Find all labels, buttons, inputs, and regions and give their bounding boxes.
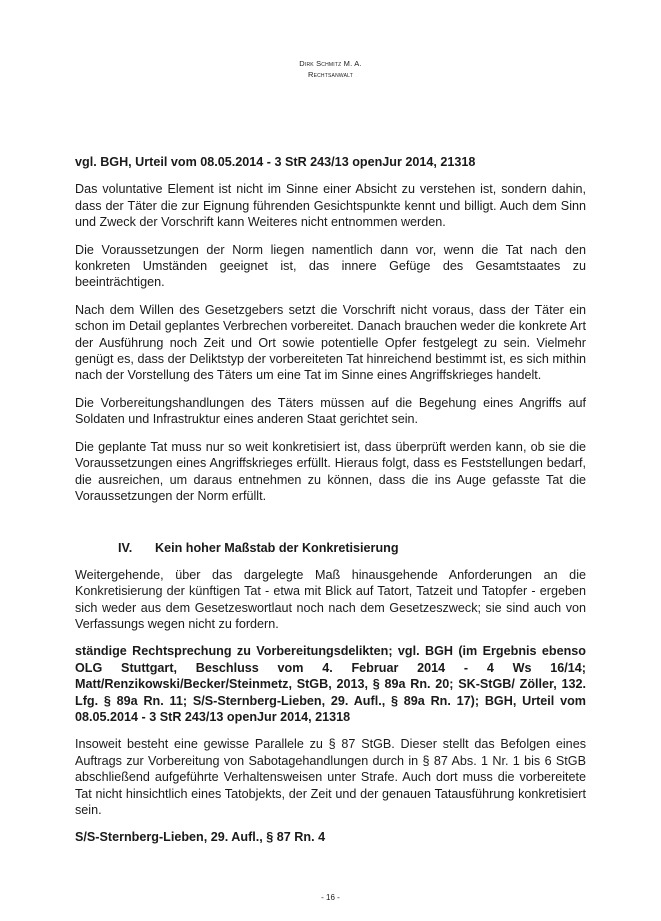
page-number: - 16 - [321,893,340,902]
body-text [75,154,586,857]
section-title: Kein hoher Maßstab der Konkretisierung [155,541,399,556]
citation-case-law: ständige Rechtsprechung zu Vorbereitungsdelikten; vgl. BGH (im Ergebnis ebenso OLG Stuttgart, Beschluss vom 4. Februar 2014 - 4 Ws 16/14; Matt/Renzikowski/Becker/Steinmetz, StGB, 2013, § 89a Rn. 20; SK-StGB/ Zöller, 132. Lfg. § 89a Rn. 11; S/S-Sternberg-Lieben, 29. Aufl., § 89a Rn. 17); BGH, Urteil vom 08.05.2014 - 3 StR 243/13 openJur 2014, 21318 [75,644,586,724]
paragraph-norm-conditions: Die Voraussetzungen der Norm liegen namentlich dann vor, wenn die Tat nach den konkreten Umständen geeignet ist, das innere Gefüge des Gesamtstaates zu beeinträchtigen. [75,242,586,290]
paragraph-legislator-intent: Nach dem Willen des Gesetzgebers setzt die Vorschrift nicht voraus, dass der Täter ein schon im Detail geplantes Verbrechen vorbereitet. Danach brauchen weder die konkrete Art der Ausführung noch Zeit und Ort sowie potentielle Opfer festgelegt zu sein. Vielmehr genügt es, dass der Deliktstyp der vorbereiteten Tat hinreichend bestimmt ist, es sich mithin nach der Vorstellung des Täters um eine Tat im Sinne eines Angriffskrieges handelt. [75,302,586,383]
paragraph-preparatory-acts: Die Vorbereitungshandlungen des Täters müssen auf die Begehung eines Angriffs auf Soldaten und Infrastruktur eines anderen Staat gerichtet sein. [75,395,586,427]
paragraph-parallel-87: Insoweit besteht eine gewisse Parallele zu § 87 StGB. Dieser stellt das Befolgen eines Auftrags zur Vorbereitung von Sabotagehandlungen durch in § 87 Abs. 1 Nr. 1 bis 6 StGB abschließend aufgeführte Verhaltensweisen unter Strafe. Auch dort muss die vorbereitete Tat nicht hinsichtlich eines Tatobjekts, der Zeit und der genauen Tatausführung konkretisiert sein. [75,737,586,817]
citation-bgh-1: vgl. BGH, Urteil vom 08.05.2014 - 3 StR 243/13 openJur 2014, 21318 [75,155,476,169]
letterhead-name: Dirk Schmitz M. A. [299,59,362,68]
paragraph-further-requirements: Weitergehende, über das dargelegte Maß hinausgehende Anforderungen an die Konkretisierung der künftigen Tat - etwa mit Blick auf Tatort, Tatzeit und Tatopfer - ergeben sich weder aus dem Gesetzeswortlaut noch nach dem Gesetzeszweck; sie sind auch von Verfassungs wegen nicht zu fordern. [75,567,586,631]
section-heading [75,540,586,556]
paragraph-planned-act: Die geplante Tat muss nur so weit konkretisiert ist, dass überprüft werden kann, ob sie die Voraussetzungen eines Angriffskrieges erfüllt. Hieraus folgt, dass es Feststellungen bedarf, die ausreichen, um daraus entnehmen zu können, dass die ins Auge gefasste Tat die Voraussetzungen der Norm erfüllt. [75,439,586,503]
letterhead-title: Rechtsanwalt [307,70,354,79]
citation-sternberg-lieben: S/S-Sternberg-Lieben, 29. Aufl., § 87 Rn. 4 [75,830,326,845]
section-number: IV. [118,541,133,556]
paragraph-voluntative-element: Das voluntative Element ist nicht im Sinne einer Absicht zu verstehen ist, sondern dahin, dass der Täter die zur Eignung führenden Gesichtspunkte kennt und billigt. Auch dem Sinn und Zweck der Vorschrift kann Weiteres nicht entnommen werden. [75,182,586,230]
letterhead [0,58,661,80]
